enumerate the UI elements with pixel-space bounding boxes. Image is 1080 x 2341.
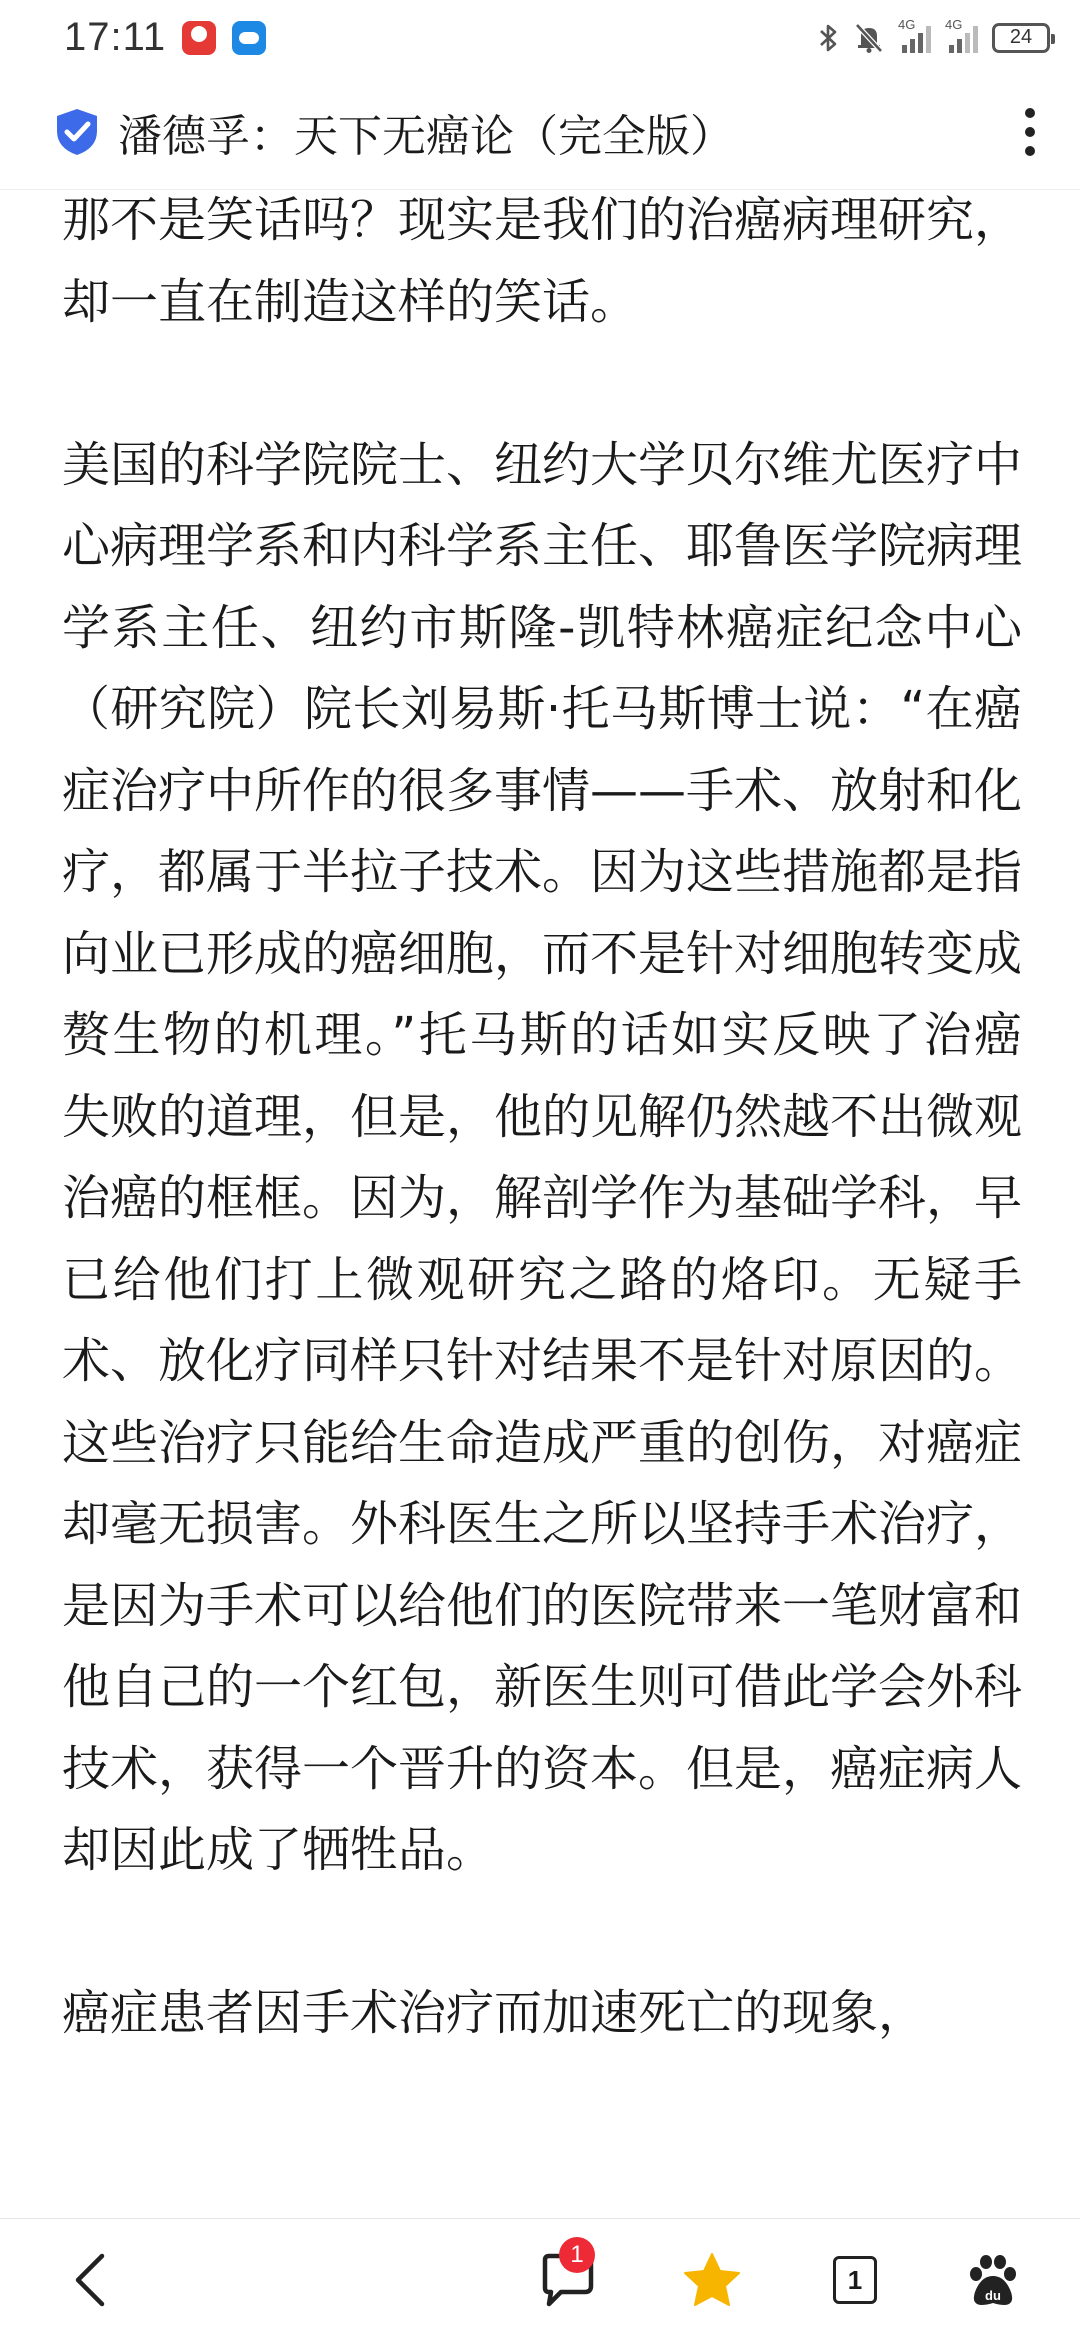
more-dot-icon — [1025, 127, 1035, 137]
signal-icon — [945, 16, 978, 53]
article-paragraph: 那不是笑话吗？现实是我们的治癌病理研究，却一直在制造这样的笑话。 — [62, 192, 1022, 330]
status-right — [818, 16, 1050, 54]
more-dot-icon — [1025, 146, 1035, 156]
news-app-icon — [182, 21, 216, 55]
status-left — [64, 15, 266, 60]
star-icon — [683, 2252, 741, 2308]
baidu-paw-icon — [963, 2250, 1023, 2310]
weather-app-icon — [232, 21, 266, 55]
mute-bell-icon — [854, 22, 884, 54]
svg-text:du: du — [985, 2288, 1001, 2303]
signal-icon — [898, 16, 931, 53]
back-icon — [70, 2250, 110, 2310]
clock: 17:11 — [64, 15, 167, 59]
status-bar — [0, 0, 1080, 75]
tabs-icon: 1 — [833, 2256, 877, 2304]
battery-icon: 24 — [992, 23, 1050, 53]
more-dot-icon — [1025, 108, 1035, 118]
comment-count-badge: 1 — [559, 2237, 595, 2273]
page-header — [0, 75, 1080, 190]
network-type-label: 4G — [898, 16, 916, 32]
page-title: 潘德孚：天下无癌论（完全版） — [118, 111, 734, 162]
shield-check-icon — [54, 107, 100, 157]
bottom-toolbar — [0, 2218, 1080, 2340]
baidu-home-button[interactable] — [950, 2219, 1036, 2341]
back-button[interactable] — [50, 2219, 130, 2341]
article-body — [62, 180, 1022, 2220]
bluetooth-icon — [818, 22, 840, 54]
article-paragraph: 美国的科学院院士、纽约大学贝尔维尤医疗中心病理学系和内科学系主任、耶鲁医学院病理学系主任、纽约市斯隆-凯特林癌症纪念中心（研究院）院长刘易斯·托马斯博士说：“在癌症治疗中所作的很多事情——手术、放射和化疗，都属于半拉子技术。因为这些措施都是指向业已形成的癌细胞，而不是针对细胞转变成赘生物的机理。”托马斯的话如实反映了治癌失败的道理，但是，他的见解仍然越不出微观治癌的框框。因为，解剖学作为基础学科，早已给他们打上微观研究之路的烙印。无疑手术、放化疗同样只针对结果不是针对原因的。这些治疗只能给生命造成严重的创伤，对癌症却毫无损害。外科医生之所以坚持手术治疗，是因为手术可以给他们的医院带来一笔财富和他自己的一个红包，新医生则可借此学会外科技术，获得一个晋升的资本。但是，癌症病人却因此成了牺牲品。 — [62, 436, 1022, 1878]
tabs-button[interactable] — [815, 2219, 895, 2341]
favorite-button[interactable] — [672, 2219, 752, 2341]
article-paragraph: 癌症患者因手术治疗而加速死亡的现象， — [62, 1985, 927, 2041]
network-type-label: 4G — [945, 16, 963, 32]
comment-button[interactable] — [525, 2219, 611, 2341]
more-options-button[interactable] — [1010, 102, 1050, 162]
